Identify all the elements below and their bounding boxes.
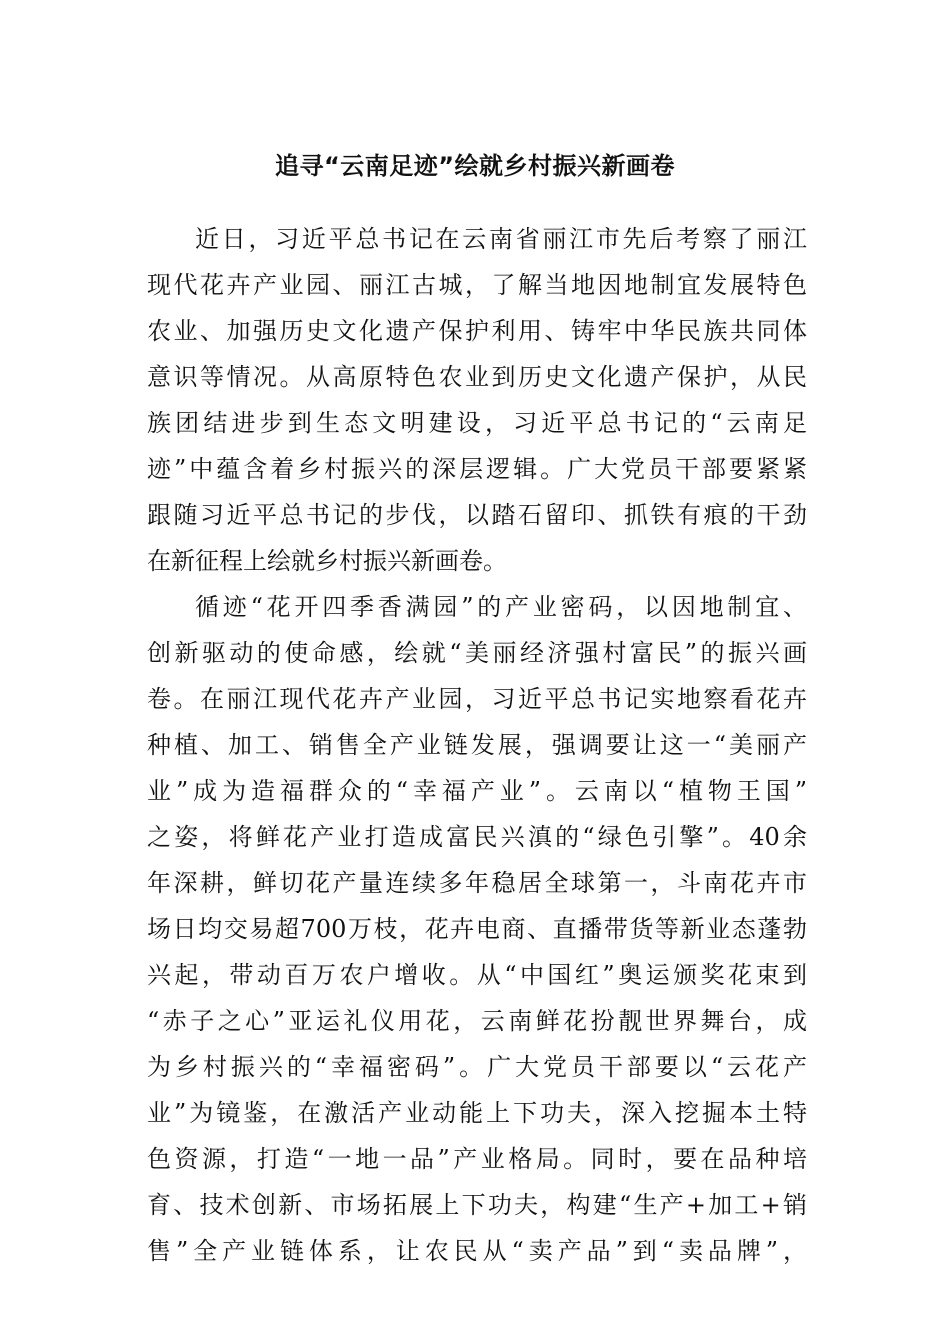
paragraph-line: 为乡村振兴的“幸福密码”。广大党员干部要以“云花产 xyxy=(147,1053,807,1081)
paragraph-line: 近日，习近平总书记在云南省丽江市先后考察了丽江 xyxy=(195,225,807,253)
paragraph-line: 育、技术创新、市场拓展上下功夫，构建“生产+加工+销 xyxy=(147,1191,807,1219)
paragraph-line: 业”成为造福群众的“幸福产业”。云南以“植物王国” xyxy=(147,777,807,805)
paragraph-line: 创新驱动的使命感，绘就“美丽经济强村富民”的振兴画 xyxy=(147,639,807,667)
paragraph-line: 农业、加强历史文化遗产保护利用、铸牢中华民族共同体 xyxy=(147,317,807,345)
document-body xyxy=(147,216,807,1274)
paragraph-line: 年深耕，鲜切花产量连续多年稳居全球第一，斗南花卉市 xyxy=(147,869,807,897)
paragraph-line: 在新征程上绘就乡村振兴新画卷。 xyxy=(147,547,507,575)
paragraph-line: 意识等情况。从高原特色农业到历史文化遗产保护，从民 xyxy=(147,363,807,391)
document-title: 追寻“云南足迹”绘就乡村振兴新画卷 xyxy=(274,152,676,180)
paragraph-line: 卷。在丽江现代花卉产业园，习近平总书记实地察看花卉 xyxy=(147,685,807,713)
paragraph-line: “赤子之心”亚运礼仪用花，云南鲜花扮靓世界舞台，成 xyxy=(147,1007,807,1035)
paragraph-line: 种植、加工、销售全产业链发展，强调要让这一“美丽产 xyxy=(147,731,807,759)
paragraph-line: 场日均交易超700万枝，花卉电商、直播带货等新业态蓬勃 xyxy=(147,915,807,943)
paragraph-line: 业”为镜鉴，在激活产业动能上下功夫，深入挖掘本土特 xyxy=(147,1099,807,1127)
paragraph-line: 循迹“花开四季香满园”的产业密码，以因地制宜、 xyxy=(195,593,807,621)
paragraph-line: 跟随习近平总书记的步伐，以踏石留印、抓铁有痕的干劲 xyxy=(147,501,807,529)
paragraph-line: 兴起，带动百万农户增收。从“中国红”奥运颁奖花束到 xyxy=(147,961,807,989)
paragraph-line: 之姿，将鲜花产业打造成富民兴滇的“绿色引擎”。40余 xyxy=(147,823,807,851)
paragraph-line: 迹”中蕴含着乡村振兴的深层逻辑。广大党员干部要紧紧 xyxy=(147,455,807,483)
paragraph-line: 售”全产业链体系，让农民从“卖产品”到“卖品牌”， xyxy=(147,1237,807,1265)
paragraph-line: 色资源，打造“一地一品”产业格局。同时，要在品种培 xyxy=(147,1145,807,1173)
paragraph-line: 现代花卉产业园、丽江古城，了解当地因地制宜发展特色 xyxy=(147,271,807,299)
paragraph-line: 族团结进步到生态文明建设，习近平总书记的“云南足 xyxy=(147,409,807,437)
